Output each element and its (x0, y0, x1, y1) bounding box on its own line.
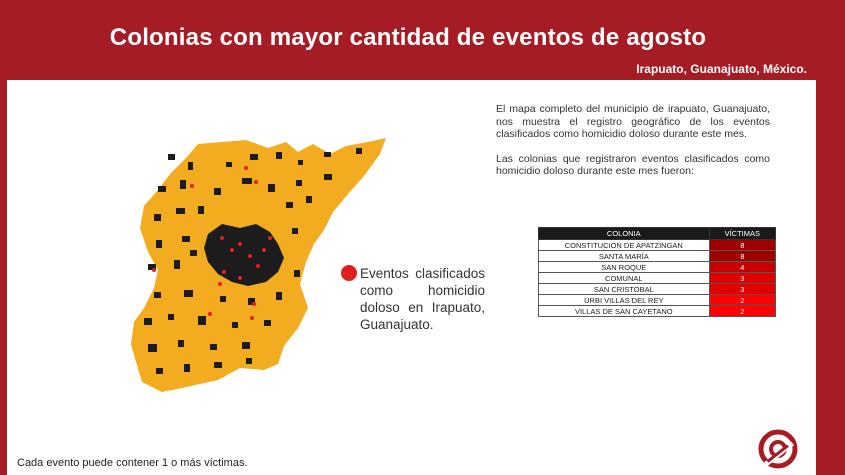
colonia-cell: SAN ROQUE (539, 262, 710, 273)
table-row (539, 273, 776, 284)
victimas-cell: 8 (709, 240, 775, 251)
description (496, 103, 770, 190)
municipality-map (128, 132, 390, 394)
description-paragraph-2: Las colonias que registraron eventos clasificados como homicidio doloso durante este mes fueron: (496, 152, 770, 177)
location-subtitle: Irapuato, Guanajuato, México. (636, 62, 807, 76)
table-row (539, 295, 776, 306)
legend-label: Eventos clasificados como homicidio doloso en Irapuato, Guanajuato. (360, 266, 485, 332)
left-border (0, 0, 7, 475)
table-row (539, 251, 776, 262)
victimas-cell: 3 (709, 273, 775, 284)
column-header-victimas: VÍCTIMAS (709, 228, 775, 240)
table-row (539, 240, 776, 251)
column-header-colonia: COLONIA (539, 228, 710, 240)
table-header-row (539, 228, 776, 240)
table-row (539, 306, 776, 317)
victimas-cell: 3 (709, 284, 775, 295)
colonia-cell: SANTA MARÍA (539, 251, 710, 262)
colonia-cell: VILLAS DE SAN CAYETANO (539, 306, 710, 317)
victimas-cell: 4 (709, 262, 775, 273)
colonia-cell: CONSTITUCION DE APATZINGAN (539, 240, 710, 251)
colonia-cell: URBI VILLAS DEL REY (539, 295, 710, 306)
victimas-cell: 2 (709, 306, 775, 317)
colonia-cell: COMUNAL (539, 273, 710, 284)
right-border (816, 0, 845, 475)
victimas-cell: 8 (709, 251, 775, 262)
table-row (539, 284, 776, 295)
description-paragraph-1: El mapa completo del municipio de irapuato, Guanajuato, nos muestra el registro geográfico de los eventos clasificados como homicidio doloso durante este mes. (496, 103, 770, 140)
page-title: Colonias con mayor cantidad de eventos de agosto (109, 24, 707, 51)
table-row (539, 262, 776, 273)
footnote: Cada evento puede contener 1 o más víctimas. (17, 457, 248, 469)
victimas-cell: 2 (709, 295, 775, 306)
brand-logo-icon (757, 428, 799, 470)
legend-marker-icon (341, 265, 357, 281)
victims-table (538, 227, 776, 317)
colonia-cell: SAN CRISTOBAL (539, 284, 710, 295)
